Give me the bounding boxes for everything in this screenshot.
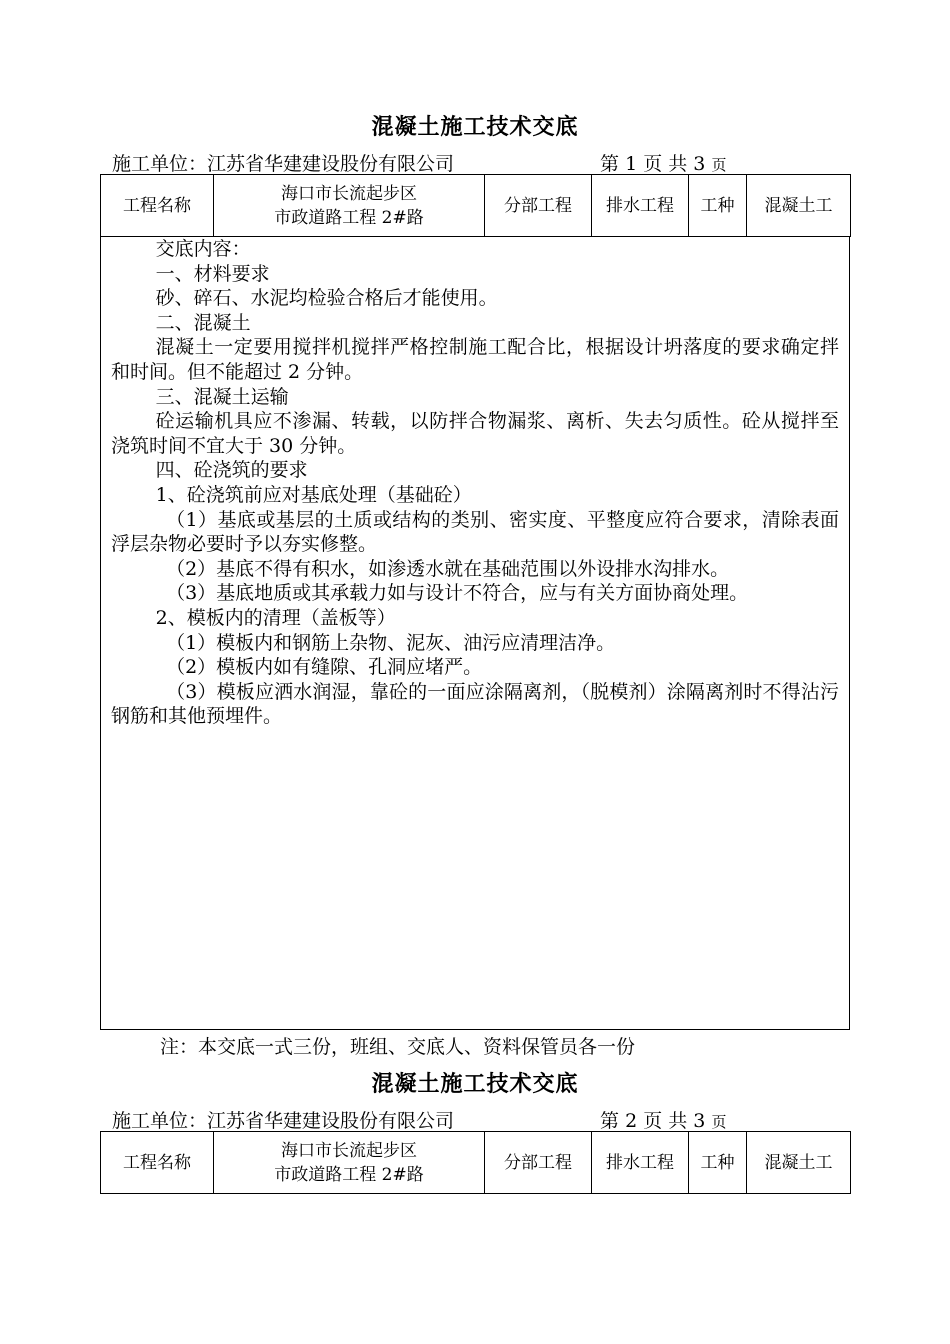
section-transport: 三、混凝土运输	[155, 385, 289, 408]
pouring-item-2: 2、模板内的清理（盖板等）	[155, 606, 396, 629]
project-name-value	[214, 1132, 485, 1194]
project-name-line1: 海口市长流起步区	[281, 1140, 417, 1161]
division-label: 分部工程	[485, 175, 592, 237]
content-box	[100, 236, 850, 1030]
page-number-2	[600, 1106, 726, 1133]
page-suffix: 页	[711, 1113, 727, 1131]
page-total: 3	[693, 1110, 706, 1132]
section-materials: 一、材料要求	[155, 262, 270, 285]
page-current: 2	[625, 1110, 638, 1132]
page-prefix: 第	[600, 1110, 620, 1132]
pouring-item-2-3: （3）模板应洒水润湿，靠砼的一面应涂隔离剂，（脱模剂）涂隔离剂时不得沾污钢筋和其他预埋件。	[111, 680, 839, 728]
page-mid: 页 共	[643, 1110, 688, 1132]
trade-value: 混凝土工	[747, 175, 851, 237]
construction-unit: 施工单位：江苏省华建建设股份有限公司	[112, 153, 455, 175]
pouring-item-1-3: （3）基底地质或其承载力如与设计不符合，应与有关方面协商处理。	[166, 582, 749, 605]
header-table-2	[100, 1131, 851, 1194]
page-current: 1	[625, 153, 638, 175]
section-concrete: 二、混凝土	[155, 311, 251, 334]
project-name-line2: 市政道路工程 2#路	[274, 207, 424, 228]
page-prefix: 第	[600, 153, 620, 175]
page-total: 3	[693, 153, 706, 175]
materials-text: 砂、碎石、水泥均检验合格后才能使用。	[155, 287, 498, 310]
division-value: 排水工程	[592, 175, 689, 237]
project-name-label: 工程名称	[101, 1132, 214, 1194]
construction-unit-2: 施工单位：江苏省华建建设股份有限公司	[112, 1110, 455, 1132]
trade-label: 工种	[689, 175, 747, 237]
project-name-line2: 市政道路工程 2#路	[274, 1164, 424, 1185]
page-suffix: 页	[711, 156, 727, 174]
project-name-value	[214, 175, 485, 237]
transport-text: 砼运输机具应不渗漏、转载，以防拌合物漏浆、离析、失去匀质性。砼从搅拌至浇筑时间不宜大于 30 分钟。	[111, 410, 839, 457]
footnote: 注：本交底一式三份，班组、交底人、资料保管员各一份	[160, 1036, 636, 1058]
page-mid: 页 共	[643, 153, 688, 175]
pouring-item-1-2: （2）基底不得有积水，如渗透水就在基础范围以外设排水沟排水。	[166, 557, 730, 580]
header-table	[100, 174, 851, 237]
project-name-line1: 海口市长流起步区	[281, 183, 417, 204]
page-title-2: 混凝土施工技术交底	[371, 1071, 579, 1097]
project-name-label: 工程名称	[101, 175, 214, 237]
page-title: 混凝土施工技术交底	[371, 114, 579, 140]
section-pouring: 四、砼浇筑的要求	[155, 459, 308, 482]
trade-label: 工种	[689, 1132, 747, 1194]
pouring-item-1-1: （1）基底或基层的土质或结构的类别、密实度、平整度应符合要求，清除表面浮层杂物必要时予以夯实修整。	[111, 508, 839, 556]
division-value: 排水工程	[592, 1132, 689, 1194]
pouring-item-2-1: （1）模板内和钢筋上杂物、泥灰、油污应清理洁净。	[166, 631, 616, 654]
pouring-item-2-2: （2）模板内如有缝隙、孔洞应堵严。	[166, 656, 483, 679]
trade-value: 混凝土工	[747, 1132, 851, 1194]
concrete-text: 混凝土一定要用搅拌机搅拌严格控制施工配合比，根据设计坍落度的要求确定拌和时间。但不能超过 2 分钟。	[111, 336, 839, 383]
pouring-item-1: 1、砼浇筑前应对基底处理（基础砼）	[155, 483, 472, 506]
page-number	[600, 149, 726, 176]
content-heading: 交底内容：	[155, 238, 251, 260]
division-label: 分部工程	[485, 1132, 592, 1194]
